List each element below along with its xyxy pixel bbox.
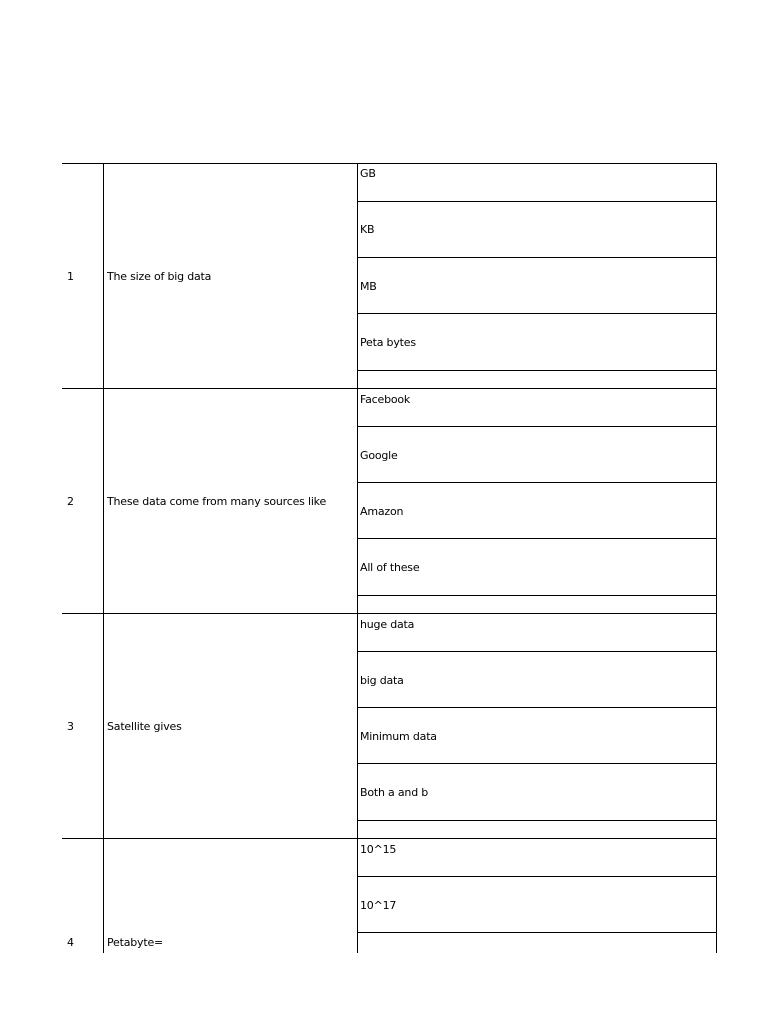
option-text: KB — [360, 223, 375, 236]
option-text: Facebook — [360, 393, 411, 406]
option-divider — [357, 426, 717, 427]
option-divider — [357, 763, 717, 764]
question-text: These data come from many sources like — [107, 495, 327, 508]
option-divider — [357, 538, 717, 539]
options-column-right-border — [716, 163, 717, 953]
question-text: Petabyte= — [107, 936, 164, 949]
option-text: Amazon — [360, 505, 404, 518]
option-divider — [357, 820, 717, 821]
question-divider — [62, 613, 717, 614]
options-column-left-border — [357, 163, 358, 953]
option-text: MB — [360, 280, 377, 293]
option-text: GB — [360, 167, 376, 180]
option-divider — [357, 651, 717, 652]
option-text: Both a and b — [360, 786, 429, 799]
option-text: All of these — [360, 561, 420, 574]
option-divider — [357, 201, 717, 202]
option-text: huge data — [360, 618, 415, 631]
question-number: 3 — [67, 720, 74, 733]
option-text: big data — [360, 674, 404, 687]
option-divider — [357, 370, 717, 371]
question-divider — [62, 388, 717, 389]
question-number: 1 — [67, 270, 74, 283]
option-text: 10^15 — [360, 843, 397, 856]
option-text: Minimum data — [360, 730, 437, 743]
option-divider — [357, 876, 717, 877]
question-number: 4 — [67, 936, 74, 949]
option-text: Peta bytes — [360, 336, 416, 349]
question-text: Satellite gives — [107, 720, 182, 733]
option-divider — [357, 595, 717, 596]
option-text: Google — [360, 449, 398, 462]
table-top-border — [62, 163, 717, 164]
option-divider — [357, 313, 717, 314]
question-divider — [62, 838, 717, 839]
option-text: 10^17 — [360, 899, 397, 912]
question-column-left-border — [103, 163, 104, 953]
question-number: 2 — [67, 495, 74, 508]
option-divider — [357, 482, 717, 483]
option-divider — [357, 257, 717, 258]
option-divider — [357, 707, 717, 708]
question-text: The size of big data — [107, 270, 212, 283]
option-divider — [357, 932, 717, 933]
